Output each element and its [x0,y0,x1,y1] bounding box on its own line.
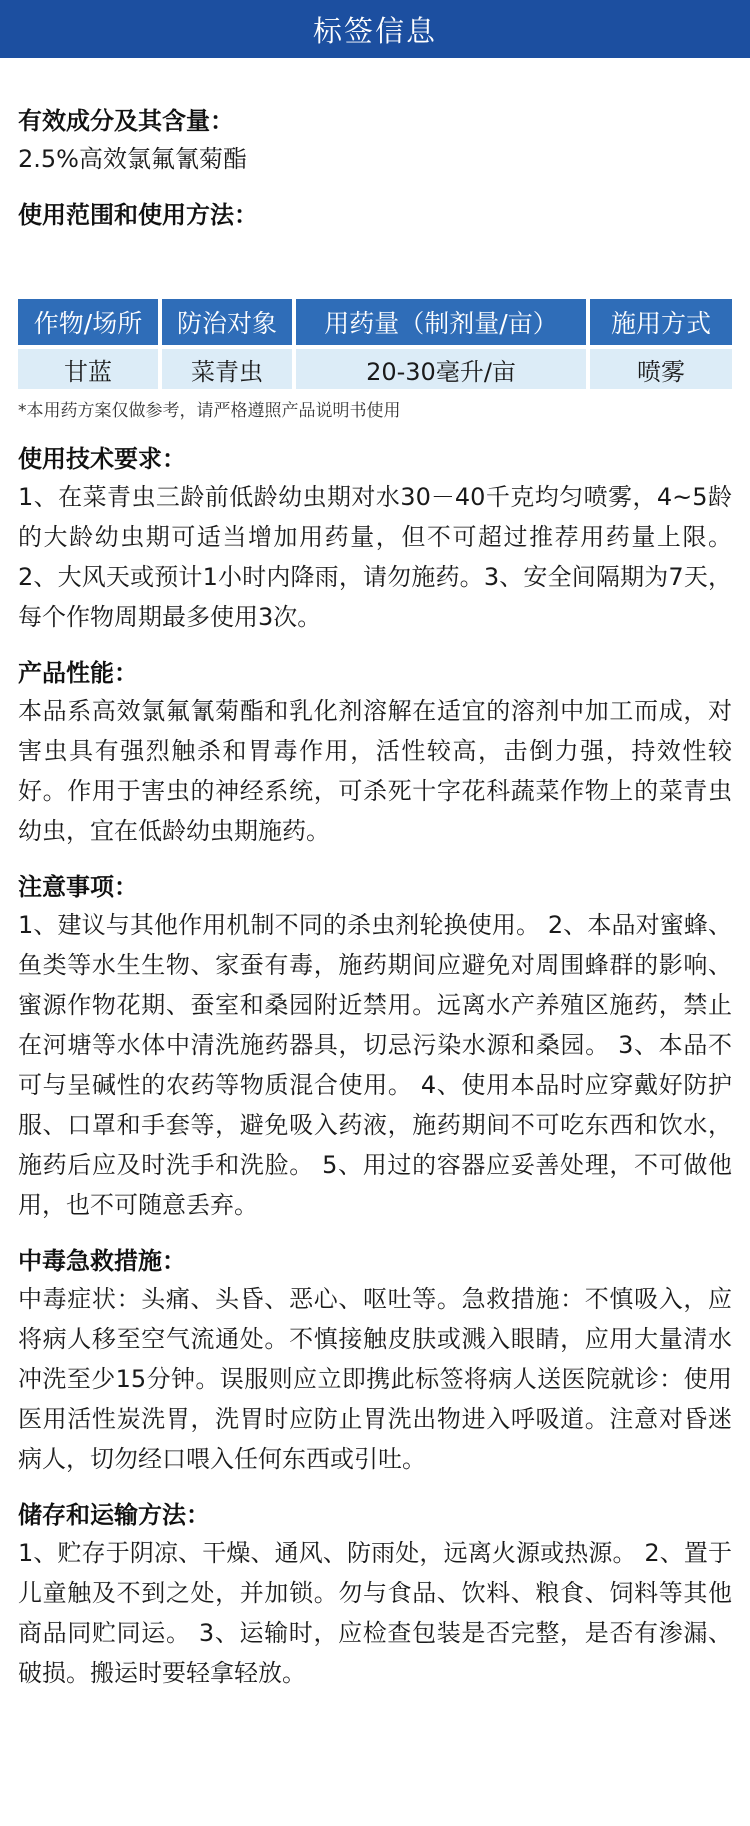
first-aid-section [18,1243,732,1479]
cell-target: 菜青虫 [162,349,292,389]
storage-transport-section [18,1497,732,1693]
cell-method: 喷雾 [590,349,732,389]
cell-crop: 甘蓝 [18,349,158,389]
section-body: 1、建议与其他作用机制不同的杀虫剂轮换使用。 2、本品对蜜蜂、鱼类等水生生物、家蚕有毒，施药期间应避免对周围蜂群的影响、蜜源作物花期、蚕室和桑园附近禁用。远离水产养殖区施药，禁止在河塘等水体中清洗施药器具，切忌污染水源和桑园。 3、本品不可与呈碱性的农药等物质混合使用。 4、使用本品时应穿戴好防护服、口罩和手套等，避免吸入药液，施药期间不可吃东西和饮水，施药后应及时洗手和洗脸。 5、用过的容器应妥善处理，不可做他用，也不可随意丢弃。 [18,911,732,1219]
usage-section [18,197,732,423]
section-body: 本品系高效氯氟氰菊酯和乳化剂溶解在适宜的溶剂中加工而成，对害虫具有强烈触杀和胃毒作用，活性较高，击倒力强，持效性较好。作用于害虫的神经系统，可杀死十字花科蔬菜作物上的菜青虫幼虫，宜在低龄幼虫期施药。 [18,697,732,845]
section-title: 使用技术要求： [18,445,186,473]
usage-table [14,299,736,389]
section-title: 储存和运输方法： [18,1501,210,1529]
column-header-crop: 作物/场所 [18,299,158,349]
column-header-dosage: 用药量（制剂量/亩） [296,299,586,349]
cell-dosage: 20-30毫升/亩 [296,349,586,389]
header-bar [0,0,750,58]
section-title: 注意事项： [18,873,138,901]
label-content [0,103,750,1693]
usage-note: *本用药方案仅做参考，请严格遵照产品说明书使用 [18,401,401,421]
column-header-method: 施用方式 [590,299,732,349]
usage-table-header-row [18,299,732,349]
ingredient-section [18,103,732,179]
usage-table-wrap [18,299,732,389]
table-row [18,349,732,389]
product-performance-section [18,655,732,851]
section-body: 1、在菜青虫三龄前低龄幼虫期对水30－40千克均匀喷雾，4~5龄的大龄幼虫期可适当增加用药量，但不可超过推荐用药量上限。 2、大风天或预计1小时内降雨，请勿施药。3、安全间隔期为7天，每个作物周期最多使用3次。 [18,483,732,631]
precautions-section [18,869,732,1225]
column-header-target: 防治对象 [162,299,292,349]
ingredient-value: 2.5%高效氯氟氰菊酯 [18,145,247,173]
section-title: 中毒急救措施： [18,1247,186,1275]
section-body: 1、贮存于阴凉、干燥、通风、防雨处，远离火源或热源。 2、置于儿童触及不到之处，并加锁。勿与食品、饮料、粮食、饲料等其他商品同贮同运。 3、运输时，应检查包装是否完整，是否有渗漏、破损。搬运时要轻拿轻放。 [18,1539,732,1687]
page-title: 标签信息 [312,13,437,48]
ingredient-title: 有效成分及其含量： [18,107,234,135]
section-title: 产品性能： [18,659,138,687]
usage-title: 使用范围和使用方法： [18,201,258,229]
section-body: 中毒症状：头痛、头昏、恶心、呕吐等。急救措施：不慎吸入，应将病人移至空气流通处。不慎接触皮肤或溅入眼睛，应用大量清水冲洗至少15分钟。误服则应立即携此标签将病人送医院就诊：使用医用活性炭洗胃，洗胃时应防止胃洗出物进入呼吸道。注意对昏迷病人，切勿经口喂入任何东西或引吐。 [18,1285,732,1473]
technical-requirements-section [18,441,732,637]
